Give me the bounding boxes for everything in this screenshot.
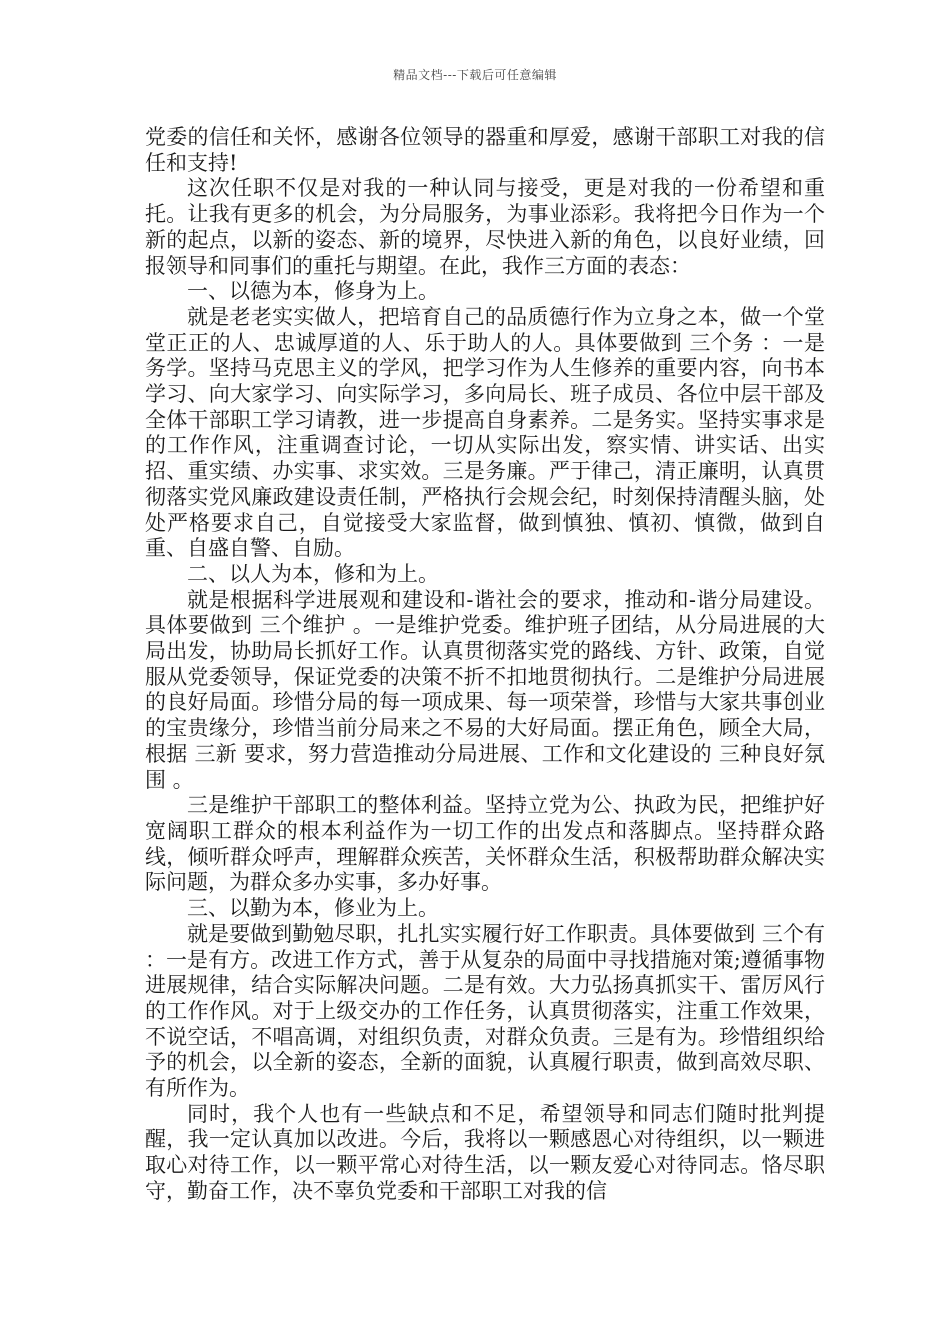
section-heading-1: 一、以德为本，修身为上。 <box>187 279 439 304</box>
section-heading-2: 二、以人为本，修和为上。 <box>187 561 439 586</box>
paragraph-4: 就是根据科学进展观和建设和-谐社会的要求，推动和-谐分局建设。具体要做到 三个维护 。一是维护党委。维护班子团结，从分局进展的大局出发，协助局长抓好工作。认真贯彻落实党的路线、方针、政策，自觉服从党委领导，保证党委的决策不折不扣地贯彻执行。二是维护分局进展的良好局面。珍惜分局的每一项成果、每一项荣誉，珍惜与大家共事创业的宝贵缘分，珍惜当前分局来之不易的大好局面。摆正角色，顾全大局，根据 三新 要求，努力营造推动分局进展、工作和文化建设的 三种良好氛围 。 <box>145 587 825 792</box>
paragraph-1: 党委的信任和关怀，感谢各位领导的器重和厚爱，感谢干部职工对我的信任和支持! <box>145 125 825 175</box>
paragraph-7: 同时，我个人也有一些缺点和不足，希望领导和同志们随时批判提醒，我一定认真加以改进。今后，我将以一颗感恩心对待组织，以一颗进取心对待工作，以一颗平常心对待生活，以一颗友爱心对待同志。恪尽职守，勤奋工作，决不辜负党委和干部职工对我的信 <box>145 1101 825 1203</box>
document-body <box>145 125 825 1205</box>
paragraph-6: 就是要做到勤勉尽职，扎扎实实履行好工作职责。具体要做到 三个有 ：一是有方。改进工作方式，善于从复杂的局面中寻找措施对策;遵循事物进展规律，结合实际解决问题。二是有效。大力弘扬真抓实干、雷厉风行的工作作风。对于上级交办的工作任务，认真贯彻落实，注重工作效果，不说空话，不唱高调，对组织负责，对群众负责。三是有为。珍惜组织给予的机会，以全新的姿态，全新的面貌，认真履行职责，做到高效尽职、有所作为。 <box>145 921 825 1101</box>
page-header: 精品文档---下载后可任意编辑 <box>393 68 557 82</box>
section-heading-3: 三、以勤为本，修业为上。 <box>187 896 439 921</box>
paragraph-3: 就是老老实实做人，把培育自己的品质德行作为立身之本，做一个堂堂正正的人、忠诚厚道的人、乐于助人的人。具体要做到 三个务 ：一是务学。坚持马克思主义的学风，把学习作为人生修养的重要内容，向书本学习、向大家学习、向实际学习，多向局长、班子成员、各位中层干部及全体干部职工学习请教，进一步提高自身素养。二是务实。坚持实事求是的工作作风，注重调查讨论，一切从实际出发，察实情、讲实话、出实招、重实绩、办实事、求实效。三是务廉。严于律己，清正廉明，认真贯彻落实党风廉政建设责任制，严格执行会规会纪，时刻保持清醒头脑，处处严格要求自己，自觉接受大家监督，做到慎独、慎初、慎微，做到自重、自盛自警、自励。 <box>145 304 825 561</box>
paragraph-2: 这次任职不仅是对我的一种认同与接受，更是对我的一份希望和重托。让我有更多的机会，为分局服务，为事业添彩。我将把今日作为一个新的起点，以新的姿态、新的境界，尽快进入新的角色，以良好业绩，回报领导和同事们的重托与期望。在此，我作三方面的表态： <box>145 176 825 278</box>
paragraph-5: 三是维护干部职工的整体利益。坚持立党为公、执政为民，把维护好宽阔职工群众的根本利益作为一切工作的出发点和落脚点。坚持群众路线，倾听群众呼声，理解群众疾苦，关怀群众生活，积极帮助群众解决实际问题，为群众多办实事，多办好事。 <box>145 793 825 895</box>
